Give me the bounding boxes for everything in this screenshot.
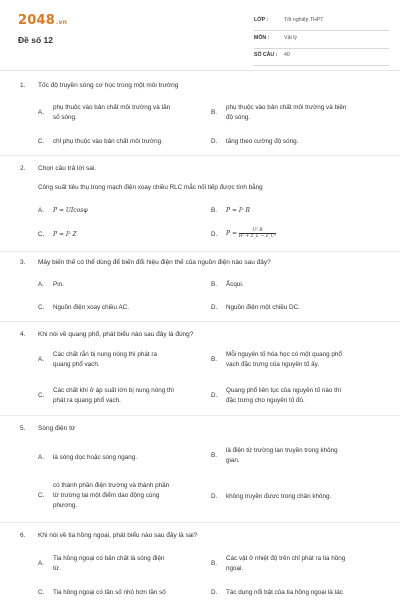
option-text-line: quang phổ vạch. <box>53 361 100 368</box>
option-letter: C. <box>38 304 45 311</box>
option-5a[interactable] <box>38 453 208 463</box>
option-letter: B. <box>211 452 217 459</box>
option-1a[interactable] <box>38 103 208 123</box>
header-divider <box>0 70 400 71</box>
question-stem: Công suất tiêu thụ trong mạch điện xoay chiều RLC mắc nối tiếp được tính bằng <box>38 184 263 191</box>
option-text-line: từ trường tại một điểm dao động cùng <box>53 492 160 499</box>
option-formula-prefix: P = <box>226 230 237 238</box>
option-4b[interactable] <box>211 350 386 370</box>
option-text: Tia hồng ngoại có tần số nhỏ hơn tần số <box>53 589 166 596</box>
exam-meta <box>254 16 389 69</box>
question-prompt: Sóng điện từ <box>38 425 76 432</box>
option-letter: C. <box>38 392 45 399</box>
option-text: tăng theo cường độ sóng. <box>226 138 299 145</box>
question-number: 3. <box>20 259 26 266</box>
option-letter: C. <box>38 231 45 238</box>
option-text-line: vạch đặc trưng của nguyên tố ấy. <box>226 361 320 368</box>
option-letter: A. <box>38 454 44 461</box>
option-text-line: là điện từ trường lan truyền trong không <box>226 447 338 454</box>
question-prompt: Khi nói về quang phổ, phát biểu nào sau đây là đúng? <box>38 331 194 338</box>
option-text-line: Các chất khí ở áp suất lớn bị nung nóng thì <box>53 387 174 394</box>
option-3d[interactable] <box>211 303 386 313</box>
option-1d[interactable] <box>211 137 386 147</box>
option-formula: P = I² Z <box>53 231 77 238</box>
question-divider <box>0 251 400 252</box>
fraction <box>239 228 276 239</box>
option-letter: D. <box>211 304 218 311</box>
option-text: là sóng dọc hoặc sóng ngang. <box>53 454 138 461</box>
option-6a[interactable] <box>38 554 208 574</box>
question-divider <box>0 321 400 322</box>
option-text-line: phát ra quang phổ vạch. <box>53 397 121 404</box>
option-text-line: có thành phần điện trường và thành phần <box>53 482 170 489</box>
question-number: 4. <box>20 331 26 338</box>
question-1 <box>20 82 178 89</box>
option-letter: C. <box>38 138 45 145</box>
option-text-line: độ sóng. <box>226 114 251 121</box>
option-letter: B. <box>211 207 217 214</box>
option-text-line: Mỗi nguyên tố hóa học có một quang phổ <box>226 351 342 358</box>
question-divider <box>0 415 400 416</box>
question-number: 5. <box>20 425 26 432</box>
option-6d[interactable] <box>211 588 386 598</box>
logo-suffix: .vn <box>55 19 68 26</box>
option-formula: P = UIcosφ <box>53 207 88 214</box>
option-text: Ắcqui. <box>226 281 244 288</box>
option-text: Nguồn điện một chiều DC. <box>226 304 300 311</box>
question-prompt: Tốc độ truyền sóng cơ học trong một môi trường <box>38 82 179 89</box>
meta-value-class: Tốt nghiệp THPT <box>284 17 324 23</box>
option-3a[interactable] <box>38 280 208 290</box>
option-text-line: số sóng. <box>53 114 77 121</box>
option-text: không truyền được trong chân không. <box>226 493 332 500</box>
option-text-line: gian. <box>226 457 240 464</box>
option-4d[interactable] <box>211 386 386 406</box>
option-2c[interactable] <box>38 230 208 240</box>
meta-row-count <box>254 51 389 66</box>
fraction-denominator: R² + Z_L − Z_C² <box>238 234 277 239</box>
option-text: Tác dụng nổi bật của tia hồng ngoại là tác <box>226 589 343 596</box>
meta-value-subject: Vật lý <box>284 34 297 41</box>
option-letter: D. <box>211 231 218 238</box>
option-letter: A. <box>38 109 44 116</box>
question-divider <box>0 522 400 523</box>
option-letter: D. <box>211 392 218 399</box>
option-letter: B. <box>211 560 217 567</box>
option-2d[interactable] <box>211 228 386 242</box>
option-text-line: Tia hồng ngoại có bản chất là sóng điện <box>53 555 165 562</box>
meta-row-class <box>254 16 389 31</box>
option-letter: A. <box>38 560 44 567</box>
meta-label-class: LỚP : <box>254 17 269 23</box>
option-letter: B. <box>211 281 217 288</box>
option-text: Nguồn điện xoay chiều AC. <box>53 304 129 311</box>
question-prompt: Chọn câu trả lời sai. <box>38 165 97 172</box>
option-text-line: Các chất rắn bị nung nóng thì phát ra <box>53 351 157 358</box>
option-text: Pin. <box>53 281 64 288</box>
question-number: 2. <box>20 165 26 172</box>
option-text-line: Các vật ở nhiệt độ trên chỉ phát ra tia hồng <box>226 555 346 562</box>
option-5b[interactable] <box>211 446 386 466</box>
option-letter: C. <box>38 492 45 499</box>
option-6b[interactable] <box>211 554 386 574</box>
option-text-line: Quang phổ liên tục của nguyên tố nào thì <box>226 387 342 394</box>
option-formula: P = I² R <box>226 207 251 214</box>
option-5c[interactable] <box>38 481 208 511</box>
question-3 <box>20 259 271 266</box>
option-1c[interactable] <box>38 137 208 147</box>
option-letter: C. <box>38 589 45 596</box>
option-text: chỉ phụ thuộc vào bản chất môi trường. <box>53 138 163 145</box>
option-text-line: phụ thuộc vào bản chất môi trường và biên <box>226 104 347 111</box>
meta-label-count: SỐ CÂU : <box>254 52 278 58</box>
option-letter: D. <box>211 589 218 596</box>
option-text-line: từ. <box>53 565 61 572</box>
exam-title: Đề số 12 <box>18 35 53 45</box>
meta-value-count: 40 <box>284 52 290 58</box>
option-letter: D. <box>211 138 218 145</box>
meta-label-subject: MÔN : <box>254 34 270 41</box>
option-5d[interactable] <box>211 492 386 502</box>
option-letter: B. <box>211 109 217 116</box>
option-2b[interactable] <box>211 206 386 216</box>
question-6 <box>20 532 197 539</box>
option-3b[interactable] <box>211 280 386 290</box>
question-prompt: Máy biến thế có thể dùng để biến đổi hiệu điện thế của nguồn điện nào sau đây? <box>38 259 271 266</box>
option-4a[interactable] <box>38 350 208 370</box>
question-prompt: Khi nói về tia hồng ngoại, phát biểu nào sau đây là sai? <box>38 532 198 539</box>
logo-text: 2048 <box>18 13 55 28</box>
option-letter: A. <box>38 356 44 363</box>
option-letter: D. <box>211 493 218 500</box>
meta-row-subject <box>254 34 389 49</box>
question-number: 1. <box>20 82 26 89</box>
option-6c[interactable] <box>38 588 208 598</box>
option-letter: B. <box>211 356 217 363</box>
option-1b[interactable] <box>211 103 386 123</box>
question-5 <box>20 425 75 432</box>
question-4 <box>20 331 193 338</box>
site-logo[interactable] <box>18 13 67 28</box>
option-text-line: phương. <box>53 502 78 509</box>
question-2 <box>20 165 96 172</box>
option-letter: A. <box>38 207 44 214</box>
option-text-line: phụ thuộc vào bản chất môi trường và tần <box>53 104 171 111</box>
fraction-numerator: U² R <box>239 228 276 234</box>
option-letter: A. <box>38 281 44 288</box>
option-text-line: đặc trưng cho nguyên tố đó. <box>226 397 305 404</box>
question-number: 6. <box>20 532 26 539</box>
option-text-line: ngoại. <box>226 565 244 572</box>
option-3c[interactable] <box>38 303 208 313</box>
question-divider <box>0 155 400 156</box>
option-4c[interactable] <box>38 386 208 406</box>
option-2a[interactable] <box>38 206 208 216</box>
